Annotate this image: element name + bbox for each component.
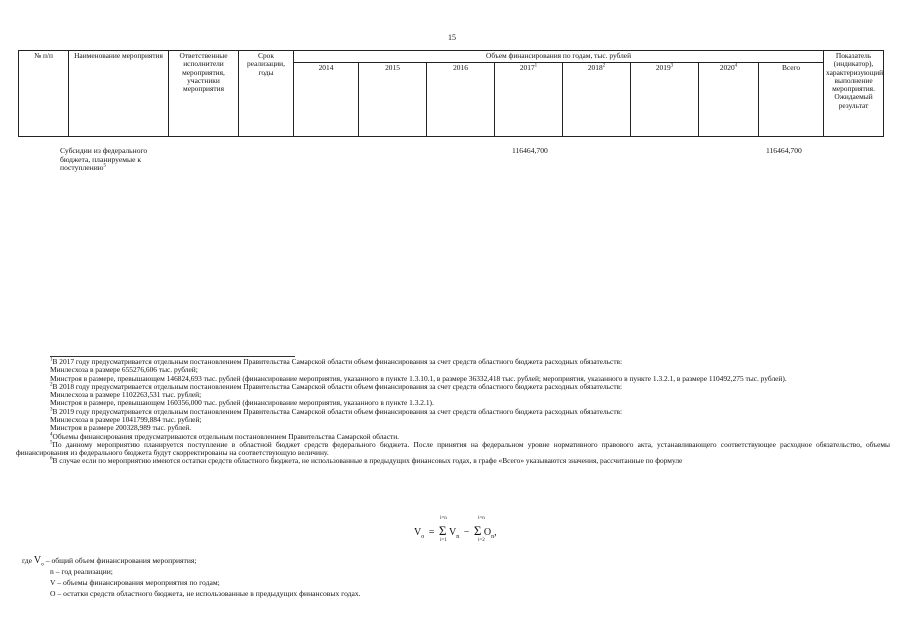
footnote-6: $^6$В случае если по мероприятию имеются остатки средств областного бюджета, не использованные в предыдущих финансовых годах, в графе «Всего» указываются значения, рассчитанные по формуле: [50, 456, 683, 466]
legend-o: O – остатки средств областного бюджета, не использованные в предыдущих финансовых годах.: [50, 589, 361, 598]
formula: $V_о = \Sigma$ $V_n - \Sigma$ $O_n$,: [414, 523, 497, 540]
year-2017: 2017$^1$: [495, 63, 563, 137]
year-total: Всего: [759, 63, 824, 137]
financing-table-header: [18, 50, 884, 137]
footnote-2b: Минстроя в размере, превышающем 160356,000 тыс. рублей (финансирование мероприятия, указанного в пункте 1.3.2.1).: [50, 398, 434, 408]
sum2-bottom: i=2: [478, 538, 485, 543]
footnote-3b: Минстроя в размере 200328,989 тыс. рублей.: [50, 423, 192, 433]
footnote-2a: Минлесхоза в размере 1102263,531 тыс. рублей;: [50, 390, 202, 400]
footnote-2: $^2$В 2018 году предусматривается отдельным постановлением Правительства Самарской области объем финансирования за счет средств областного бюджета расходных обязательств:: [50, 381, 623, 391]
sum2-top: i=n: [478, 516, 485, 521]
row-name: Субсидии из федерального бюджета, планируемые к поступлению$^5$: [60, 146, 148, 173]
header-responsible: Ответственные исполнители мероприятия, участники мероприятия: [169, 51, 239, 137]
header-indicator: Показатель (индикатор), характеризующий выполнение мероприятия. Ожидаемый результат: [824, 51, 884, 137]
legend-v0: где $V_о$ – общий объем финансирования мероприятия;: [22, 555, 197, 568]
header-num: № п/п: [19, 51, 69, 137]
footnote-4: $^4$Объемы финансирования предусматриваются отдельным постановлением Правительства Самарской области.: [50, 431, 400, 441]
year-2018: 2018$^2$: [563, 63, 631, 137]
sum1-top: i=n: [440, 516, 447, 521]
footnote-3: $^3$В 2019 году предусматривается отдельным постановлением Правительства Самарской области объем финансирования за счет средств областного бюджета расходных обязательств:: [50, 406, 623, 416]
year-2019: 2019$^3$: [631, 63, 699, 137]
header-term: Срок реализации, годы: [239, 51, 294, 137]
footnote-1b: Минстроя в размере, превышающем 146824,693 тыс. рублей (финансирование мероприятия, указанного в пункте 1.3.10.1, в размере 36332,418 тыс. рублей; мероприятия, указанного в пункте 1.3.2.1, в размере 110492,275 тыс. рублей).: [50, 373, 787, 383]
row-value-2017: 116464,700: [512, 146, 548, 155]
year-2015: 2015: [359, 63, 427, 137]
header-financing: Объем финансирования по годам, тыс. рублей: [294, 51, 824, 63]
year-2014: 2014: [294, 63, 359, 137]
sum1-bottom: i=1: [440, 538, 447, 543]
footnote-1: $^1$В 2017 году предусматривается отдельным постановлением Правительства Самарской области объем финансирования за счет средств областного бюджета расходных обязательств:: [50, 357, 623, 366]
footnotes: [16, 358, 890, 466]
legend-n: n – год реализации;: [50, 567, 113, 576]
footnote-5: $^5$По данному мероприятию планируется поступление в областной бюджет средств федерального бюджета. После принятия на федеральном уровне нормативного правового акта, устанавливающего соответствующее расходное обязательство, объемы финансирования из федерального бюджета будут скорректированы на соответствующую величину.: [16, 439, 890, 458]
footnote-1a: Минлесхоза в размере 655276,606 тыс. рублей;: [50, 365, 198, 375]
header-name: Наименование мероприятия: [69, 51, 169, 137]
legend-v: V – объемы финансирования мероприятия по годам;: [50, 578, 220, 587]
year-2016: 2016: [427, 63, 495, 137]
page-number: 15: [448, 33, 456, 42]
row-value-total: 116464,700: [766, 146, 802, 155]
year-2020: 2020$^4$: [699, 63, 759, 137]
footnote-3a: Минлесхоза в размере 1041799,884 тыс. рублей;: [50, 414, 202, 424]
